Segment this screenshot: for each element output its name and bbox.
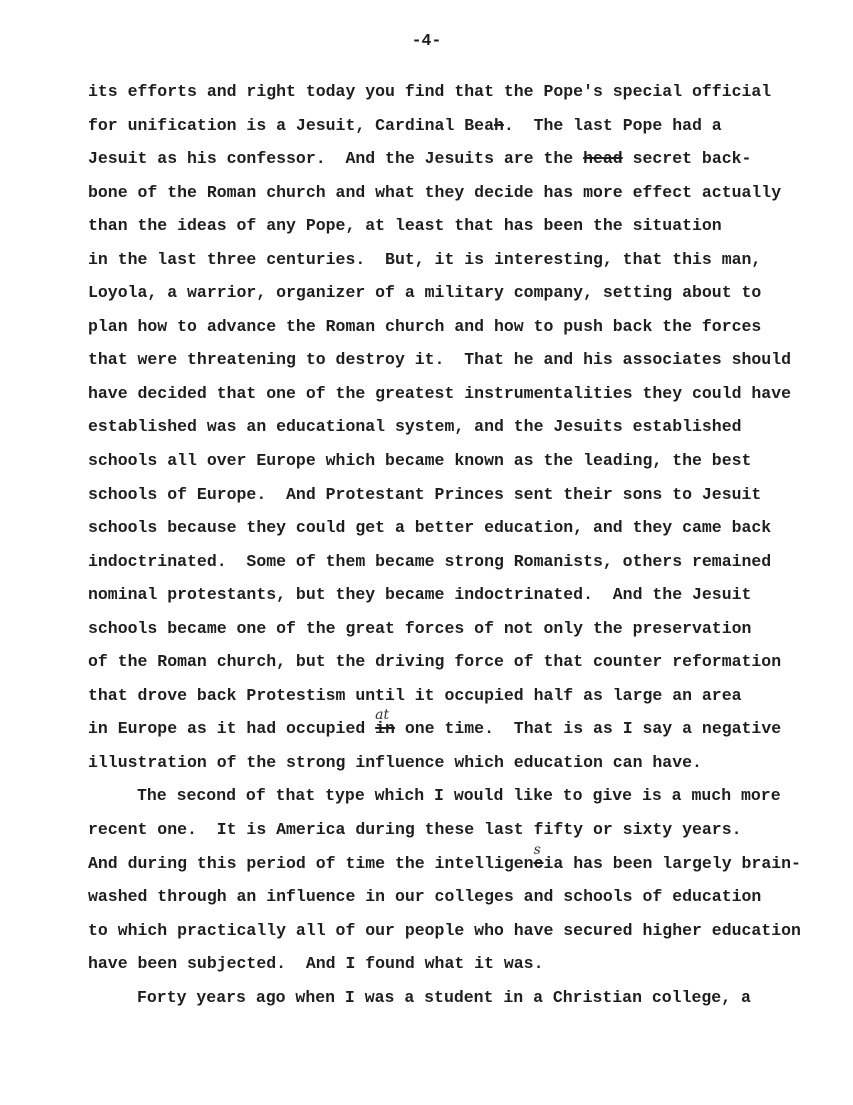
- text-segment: that drove back Protestism until it occupied half as large an area: [88, 685, 742, 705]
- text-segment: recent one. It is America during these last fifty or sixty years.: [88, 820, 742, 840]
- text-line: [88, 114, 801, 148]
- text-line: [88, 650, 801, 684]
- struck-text: head: [583, 149, 623, 169]
- text-segment: to which practically all of our people who have secured higher education: [88, 920, 801, 940]
- text-segment: nominal protestants, but they became indoctrinated. And the Jesuit: [88, 585, 752, 605]
- text-segment: have decided that one of the greatest instrumentalities they could have: [88, 383, 792, 403]
- text-line: [88, 80, 801, 114]
- text-line: [88, 885, 801, 919]
- document-body: [88, 80, 801, 1019]
- text-segment: plan how to advance the Roman church and how to push back the forces: [88, 316, 762, 336]
- handwritten-correction: at: [375, 707, 390, 724]
- text-line: [88, 952, 801, 986]
- text-line: [88, 181, 801, 215]
- text-line: [88, 550, 801, 584]
- text-segment: illustration of the strong influence which education can have.: [88, 752, 702, 772]
- text-line: [88, 784, 801, 818]
- text-segment: in Europe as it had occupied: [88, 719, 376, 739]
- text-line: [88, 707, 801, 751]
- text-segment: The second of that type which I would like to give is a much more: [137, 786, 781, 806]
- text-segment: of the Roman church, but the driving force of that counter reformation: [88, 652, 782, 672]
- text-segment: secret back-: [622, 149, 752, 169]
- text-line: [88, 214, 801, 248]
- text-line: [88, 248, 801, 282]
- text-line: [88, 516, 801, 550]
- text-segment: one time. That is as I say a negative: [394, 719, 782, 739]
- text-segment: Forty years ago when I was a student in a Christian college, a: [137, 987, 751, 1007]
- text-line: [88, 281, 801, 315]
- text-segment: schools of Europe. And Protestant Princes sent their sons to Jesuit: [88, 484, 762, 504]
- text-segment: And during this period of time the intelligen: [88, 853, 534, 873]
- text-segment: Loyola, a warrior, organizer of a military company, setting about to: [88, 283, 762, 303]
- text-line: [88, 751, 801, 785]
- text-segment: have been subjected. And I found what it was.: [88, 954, 544, 974]
- text-line: [88, 919, 801, 953]
- text-line: [88, 483, 801, 517]
- text-segment: schools all over Europe which became known as the leading, the best: [88, 451, 752, 471]
- text-segment: Jesuit as his confessor. And the Jesuits are the: [88, 149, 584, 169]
- text-segment: established was an educational system, and the Jesuits established: [88, 417, 742, 437]
- text-segment: . The last Pope had a: [503, 115, 722, 135]
- text-line: [88, 415, 801, 449]
- text-line: [88, 617, 801, 651]
- text-line: [88, 986, 801, 1020]
- text-segment: bone of the Roman church and what they decide has more effect actually: [88, 182, 782, 202]
- text-segment: schools because they could get a better education, and they came back: [88, 518, 772, 538]
- text-line: [88, 449, 801, 483]
- struck-text: h: [493, 115, 504, 135]
- text-segment: schools became one of the great forces of not only the preservation: [88, 618, 752, 638]
- text-segment: that were threatening to destroy it. That he and his associates should: [88, 350, 792, 370]
- struck-text: c s: [534, 854, 544, 873]
- text-line: [88, 841, 801, 886]
- handwritten-correction: s: [533, 841, 541, 858]
- text-line: [88, 583, 801, 617]
- text-segment: in the last three centuries. But, it is interesting, that this man,: [88, 249, 762, 269]
- text-segment: its efforts and right today you find that the Pope's special official: [88, 82, 772, 101]
- text-line: [88, 684, 801, 718]
- text-line: [88, 818, 801, 852]
- text-segment: indoctrinated. Some of them became strong Romanists, others remained: [88, 551, 772, 571]
- text-segment: washed through an influence in our colleges and schools of education: [88, 887, 762, 907]
- text-segment: than the ideas of any Pope, at least that has been the situation: [88, 216, 722, 236]
- text-line: [88, 147, 801, 181]
- text-segment: for unification is a Jesuit, Cardinal Bea: [88, 115, 494, 135]
- page-number: -4-: [411, 31, 442, 50]
- text-segment: ia has been largely brain-: [543, 853, 801, 873]
- text-line: [88, 348, 801, 382]
- struck-text: in at: [375, 719, 395, 738]
- text-line: [88, 382, 801, 416]
- text-line: [88, 315, 801, 349]
